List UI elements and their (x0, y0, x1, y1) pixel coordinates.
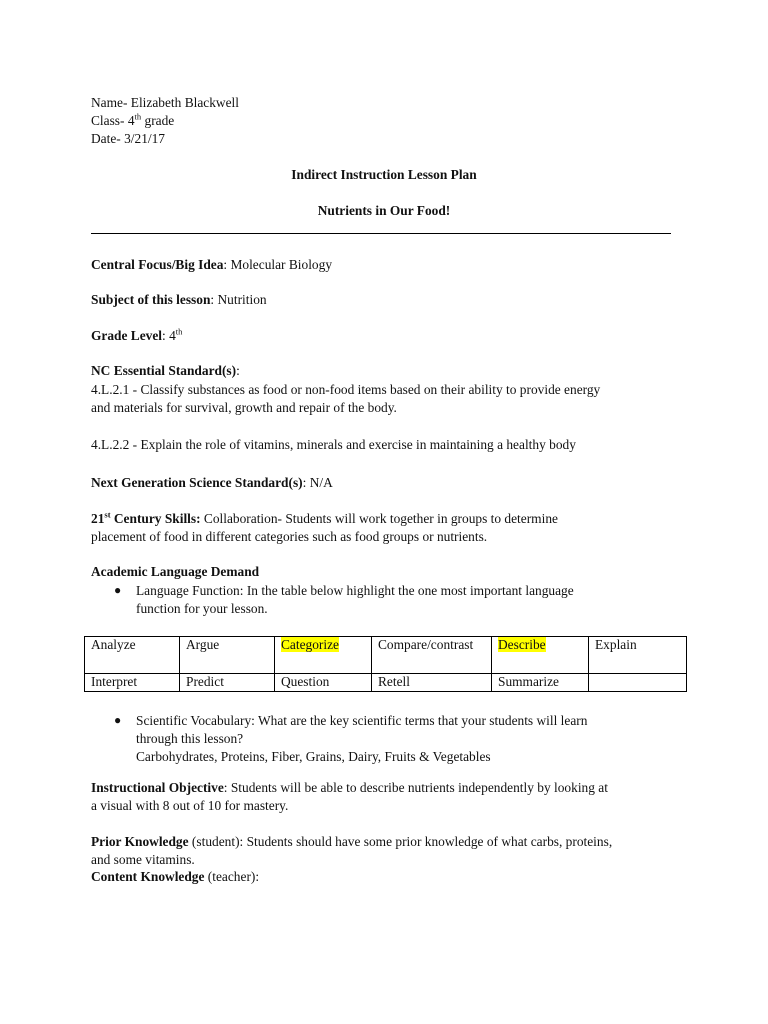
standard-1-line-2: and materials for survival, growth and repair of the body. (91, 400, 397, 415)
language-function-line-1: Language Function: In the table below highlight the one most important language (136, 583, 574, 598)
table-cell: Explain (589, 637, 687, 674)
grade-level: Grade Level: 4th (91, 326, 183, 343)
vocabulary-line-1: Scientific Vocabulary: What are the key scientific terms that your students will learn (136, 713, 588, 728)
date-line: Date- 3/21/17 (91, 131, 166, 146)
table-cell: Summarize (492, 674, 589, 692)
table-cell: Compare/contrast (372, 637, 492, 674)
nc-standards-heading: NC Essential Standard(s): (91, 363, 240, 378)
table-row (85, 674, 687, 692)
central-focus: Central Focus/Big Idea: Molecular Biology (91, 257, 333, 272)
century-skills-line-1: 21st Century Skills: Collaboration- Students will work together in groups to determine (91, 509, 558, 526)
table-cell: Interpret (85, 674, 180, 692)
table-cell: Question (275, 674, 372, 692)
standard-2: 4.L.2.2 - Explain the role of vitamins, minerals and exercise in maintaining a healthy body (91, 437, 576, 452)
table-cell (589, 674, 687, 692)
table-cell: Retell (372, 674, 492, 692)
table-cell: Argue (180, 637, 275, 674)
century-skills-line-2: placement of food in different categories such as food groups or nutrients. (91, 529, 488, 544)
class-line: Class- 4th grade (91, 111, 175, 128)
objective-line-2: a visual with 8 out of 10 for mastery. (91, 798, 289, 813)
prior-knowledge-line-2: and some vitamins. (91, 852, 195, 867)
academic-language-heading: Academic Language Demand (91, 564, 260, 579)
table-cell-highlighted: Categorize (275, 637, 372, 674)
vocabulary-terms: Carbohydrates, Proteins, Fiber, Grains, Dairy, Fruits & Vegetables (136, 749, 491, 764)
page-title: Indirect Instruction Lesson Plan (291, 167, 477, 182)
page-subtitle: Nutrients in Our Food! (317, 203, 451, 218)
ngss-line: Next Generation Science Standard(s): N/A (91, 475, 333, 490)
student-name: Name- Elizabeth Blackwell (91, 95, 239, 110)
language-function-table (84, 636, 687, 692)
vocabulary-line-2: through this lesson? (136, 731, 244, 746)
objective-line-1: Instructional Objective: Students will be able to describe nutrients independently by looking at (91, 780, 608, 795)
bullet-icon: ● (114, 583, 122, 597)
prior-knowledge-line-1: Prior Knowledge (student): Students should have some prior knowledge of what carbs, proteins, (91, 834, 613, 849)
horizontal-rule (91, 233, 671, 234)
table-cell: Analyze (85, 637, 180, 674)
table-row (85, 637, 687, 674)
language-function-line-2: function for your lesson. (136, 601, 268, 616)
subject-line: Subject of this lesson: Nutrition (91, 292, 267, 307)
table-cell-highlighted: Describe (492, 637, 589, 674)
content-knowledge: Content Knowledge (teacher): (91, 869, 260, 884)
table-cell: Predict (180, 674, 275, 692)
standard-1-line-1: 4.L.2.1 - Classify substances as food or non-food items based on their ability to provide energy (91, 382, 601, 397)
bullet-icon: ● (114, 713, 122, 727)
